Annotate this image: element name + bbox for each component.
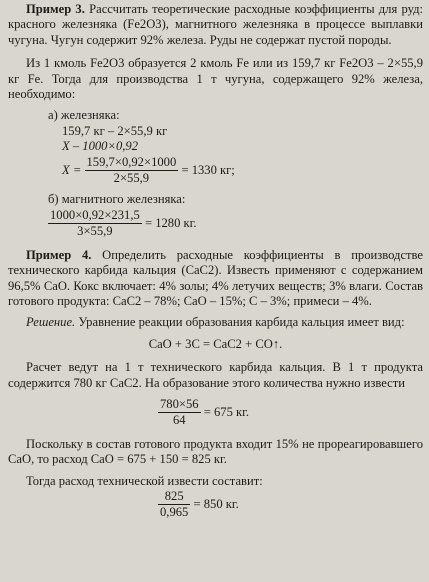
consumption-fraction: [158, 489, 190, 521]
part-a-formula: [62, 155, 423, 187]
part-a-proportion-1: 159,7 кг – 2×55,9 кг: [62, 123, 168, 138]
solution-paragraph: [8, 315, 423, 330]
lime-numerator: 780×56: [158, 397, 201, 413]
solution-label: Решение.: [26, 315, 76, 330]
part-a-x: X =: [62, 162, 82, 177]
example3-reasoning: Из 1 кмоль Fe2O3 образуется 2 кмоль Fe или из 159,7 кг Fe2O3 – 2×55,9 кг Fe. Тогда для производства 1 т чугуна, содержащего 92% железа, необходимо:: [8, 56, 423, 102]
example3-title: Пример 3.: [26, 2, 85, 16]
part-a-proportion-2: X – 1000×0,92: [62, 139, 139, 154]
consumption-paragraph: Тогда расход технической извести составит:: [26, 473, 263, 488]
example4-title: Пример 4.: [26, 247, 92, 262]
consumption-result: = 850 кг.: [193, 497, 239, 512]
consumption-numerator: 825: [158, 489, 190, 505]
solution-text: Уравнение реакции образования карбида кальция имеет вид:: [78, 315, 405, 330]
calculation-paragraph: Расчет ведут на 1 т технического карбида кальция. В 1 т продукта содержится 780 кг CaC2. На образование этого количества нужно извести: [8, 360, 423, 390]
lime-denominator: 64: [173, 413, 186, 428]
part-b-numerator: 1000×0,92×231,5: [48, 208, 142, 224]
part-b-formula: [48, 208, 423, 240]
reaction-equation: CaO + 3C = CaC2 + CO↑.: [148, 336, 283, 351]
example3-paragraph: [8, 2, 423, 48]
part-a-denominator: 2×55,9: [113, 171, 150, 186]
part-b-fraction: [48, 208, 142, 240]
part-a-label: а) железняка:: [48, 108, 120, 123]
part-a-result: = 1330 кг;: [181, 162, 235, 177]
lime-result: = 675 кг.: [203, 405, 250, 420]
consumption-formula: [158, 489, 423, 521]
example4-paragraph: [8, 248, 423, 310]
part-a-numerator: 159,7×0,92×1000: [85, 155, 179, 171]
part-a-fraction: [85, 155, 179, 187]
lime-fraction: [158, 397, 201, 429]
example4-text: Определить расходные коэффициенты в производстве технического карбида кальция (CaC2). Известь применяют с содержанием 96,5% CaO. Кокс включает: 4% золы; 4% летучих веществ; 3% влаги. Состав готового продукта: CaC2 – 78%; CaO – 15%; C – 3%; примеси – 4%.: [8, 247, 423, 308]
example3-text: Рассчитать теоретические расходные коэффициенты для руд: красного железняка (Fe2O3), магнитного железняка в процессе выплавки чугуна. Чугун содержит 92% железа. Руды не содержат пустой породы.: [8, 2, 424, 47]
cao-paragraph: Поскольку в состав готового продукта входит 15% не прореагировавшего CaO, то расход CaO = 675 + 150 = 825 кг.: [8, 436, 423, 467]
part-b-denominator: 3×55,9: [77, 224, 113, 239]
lime-formula: [158, 397, 423, 429]
part-b-label: б) магнитного железняка:: [48, 192, 186, 207]
consumption-denominator: 0,965: [160, 505, 189, 520]
part-b-result: = 1280 кг.: [144, 216, 197, 231]
